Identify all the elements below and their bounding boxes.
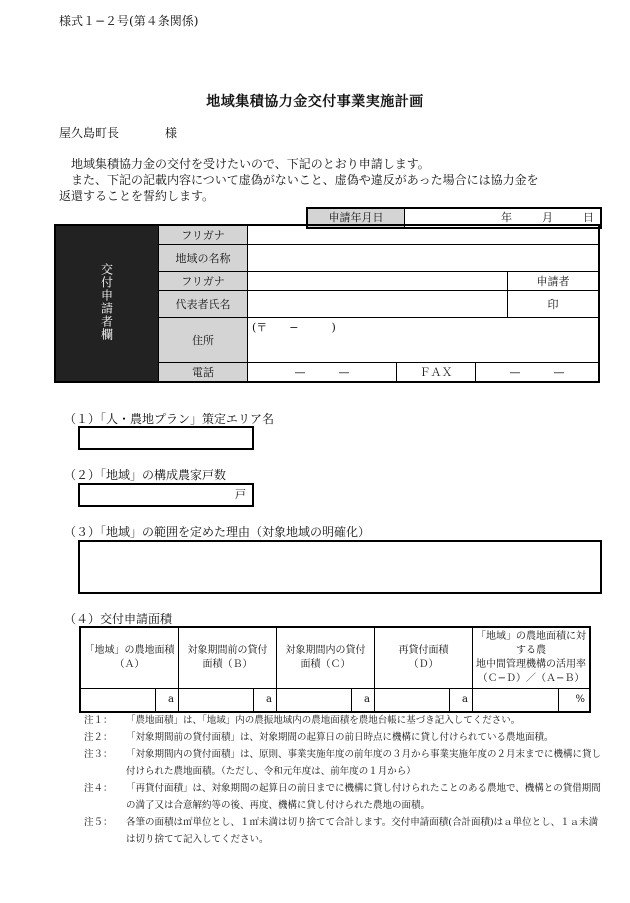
utilization-rate-input[interactable] [473, 689, 559, 713]
section-4-label: （４）交付申請面積 [64, 612, 173, 626]
application-date-label: 申請年月日 [308, 209, 405, 227]
addressee-name: 屋久島町長 [59, 126, 120, 140]
region-name-label: 地域の名称 [159, 245, 248, 272]
notes [84, 712, 604, 848]
header-farmland-area: 「地域」の農地面積 （Ａ） [80, 627, 179, 689]
header-period-lending: 対象期間内の貸付 面積（Ｃ） [277, 627, 375, 689]
unit-percent: % [559, 689, 591, 713]
form-number-label: 様式１−２号(第４条関係) [59, 14, 199, 28]
note-5: 注５： 各筆の面積は㎡単位とし、１㎡未満は切り捨てて合計します。交付申請面積(合計面積)はａ単位とし、１ａ未満は切り捨てて記入してください。 [84, 817, 599, 845]
period-lending-input[interactable] [277, 689, 352, 713]
postal-code-field[interactable]: (〒 − ) [248, 318, 600, 337]
intro-line-1: 地域集積協力金の交付を受けたいので、下記のとおり申請します。 [71, 157, 430, 171]
prior-lending-input[interactable] [179, 689, 254, 713]
seal-mark: 印 [508, 291, 600, 318]
farm-household-count-field[interactable] [78, 483, 254, 507]
section-1-label: （１）「人・農地プラン」策定エリア名 [64, 412, 275, 426]
applicant-tag: 申請者 [508, 272, 600, 291]
header-relending: 再貸付面積 （Ｄ） [375, 627, 473, 689]
region-furigana-field[interactable] [248, 225, 600, 245]
unit-a-4: a [450, 689, 473, 713]
intro-line-2: また、下記の記載内容について虚偽がないこと、虚偽や違反があった場合には協力金を [71, 173, 539, 187]
region-name-field[interactable] [248, 245, 600, 272]
page-title: 地域集積協力金交付事業実施計画 [206, 94, 424, 110]
date-day: 日 [583, 211, 594, 224]
rep-name-label: 代表者氏名 [159, 291, 248, 318]
furigana-label-2: フリガナ [159, 272, 248, 291]
phone-field[interactable]: — — [248, 363, 397, 383]
section-2-label: （２）「地域」の構成農家戸数 [64, 468, 227, 482]
date-year: 年 [501, 211, 512, 224]
address-label: 住所 [159, 318, 248, 363]
date-month: 月 [542, 211, 553, 224]
unit-a-3: a [352, 689, 375, 713]
applicant-table [54, 224, 600, 383]
region-reason-field[interactable] [78, 540, 602, 594]
address-field[interactable] [248, 336, 600, 363]
intro-line-3: 返還することを誓約します。 [59, 189, 215, 203]
note-4: 注４： 「再貸付面積」は、対象期間の起算日の前日までに機構に貸し付けられたことのある農地で、機構との貸借期間の満了又は合意解約等の後、再度、機構に貸し付けられた農地の面積。 [84, 783, 601, 811]
plan-area-name-field[interactable] [78, 426, 254, 450]
relending-input[interactable] [375, 689, 450, 713]
fax-label: ＦＡＸ [397, 363, 476, 383]
farmland-area-input[interactable] [80, 689, 156, 713]
applicant-side-label: 交付申請者欄 [55, 225, 159, 382]
intro-text [59, 156, 604, 204]
addressee-honorific: 様 [165, 126, 178, 140]
rep-furigana-field[interactable] [248, 272, 508, 291]
rep-name-field[interactable] [248, 291, 508, 318]
note-2: 注２： 「対象期間前の貸付面積」は、対象期間の起算日の前日時点に機構に貸し付けられている農地面積。 [84, 732, 554, 743]
addressee [59, 124, 177, 141]
note-1: 注１： 「農地面積」は、「地域」内の農振地域内の農地面積を農地台帳に基づき記入してください。 [84, 715, 521, 726]
household-unit: 戸 [235, 488, 246, 501]
section-3-label: （３）「地域」の範囲を定めた理由（対象地域の明確化） [64, 525, 371, 539]
header-prior-lending: 対象期間前の貸付 面積（Ｂ） [179, 627, 277, 689]
note-3: 注３： 「対象期間内の貸付面積」は、原則、事業実施年度の前年度の３月から事業実施年度の２月末までに機構に貸し付けられた農地面積。（ただし、令和元年度は、前年度の１月から） [84, 749, 602, 777]
unit-a-2: a [254, 689, 277, 713]
fax-field[interactable]: — — [476, 363, 600, 383]
unit-a-1: a [156, 689, 179, 713]
phone-label: 電話 [159, 363, 248, 383]
furigana-label-1: フリガナ [159, 225, 248, 245]
application-area-table [79, 626, 591, 713]
header-utilization-rate: 「地域」の農地面積に対する農 地中間管理機構の活用率 （Ｃ−Ｄ）／（Ａ−Ｂ） [473, 627, 591, 689]
